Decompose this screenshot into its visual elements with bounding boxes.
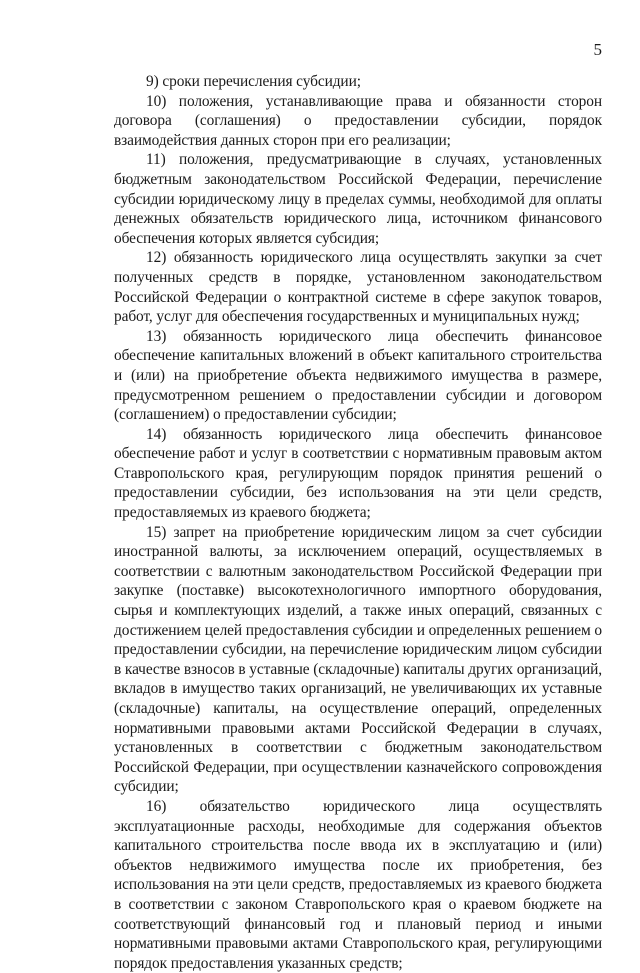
page-number: 5 [593, 40, 602, 59]
paragraph-item-13: 13) обязанность юридического лица обеспечить финансовое обеспечение капитальных вложений в объект капитального строительства и (или) на приобретение объекта недвижимого имущества в размере, предусмотренном решением о предоставлении субсидии и договором (соглашением) о предоставлении субсидии; [114, 327, 602, 424]
paragraph-item-14: 14) обязанность юридического лица обеспечить финансовое обеспечение работ и услуг в соответствии с нормативным правовым актом Ставропольского края, регулирующим порядок принятия решений о предоставлении субсидии, без использования на эти цели средств, предоставляемых из краевого бюджета; [114, 425, 602, 522]
paragraph-item-15: 15) запрет на приобретение юридическим лицом за счет субсидии иностранной валюты, за исключением операций, осуществляемых в соответствии с валютным законодательством Российской Федерации при закупке (поставке) высокотехнологичного импортного оборудования, сырья и комплектующих изделий, а также иных операций, связанных с достижением целей предоставления субсидии и определенных решением о предоставлении субсидии, на перечисление юридическим лицом субсидии в качестве взносов в уставные (складочные) капиталы других организаций, вкладов в имущество таких организаций, не увеличивающих их уставные (складочные) капиталы, на осуществление операций, определенных нормативными правовыми актами Российской Федерации в случаях, установленных в соответствии с бюджетным законодательством Российской Федерации, при осуществлении казначейского сопровождения субсидии; [114, 523, 602, 796]
paragraph-item-12: 12) обязанность юридического лица осуществлять закупки за счет полученных средств в порядке, установленном законодательством Российской Федерации о контрактной системе в сфере закупок товаров, работ, услуг для обеспечения государственных и муниципальных нужд; [114, 249, 602, 326]
paragraph-item-11: 11) положения, предусматривающие в случаях, установленных бюджетным законодательством Российской Федерации, перечисление субсидии юридическому лицу в пределах суммы, необходимой для оплаты денежных обязательств юридического лица, источником финансового обеспечения которых является субсидия; [114, 151, 602, 247]
document-body [114, 72, 602, 973]
paragraph-item-9: 9) сроки перечисления субсидии; [146, 73, 361, 90]
paragraph-item-10: 10) положения, устанавливающие права и обязанности сторон договора (соглашения) о предоставлении субсидии, порядок взаимодействия данных сторон при его реализации; [114, 92, 602, 149]
paragraph-item-16: 16) обязательство юридического лица осуществлять эксплуатационные расходы, необходимые для содержания объектов капитального строительства после ввода их в эксплуатацию и (или) объектов недвижимого имущества после их приобретения, без использования на эти цели средств, предоставляемых из краевого бюджета в соответствии с законом Ставропольского края о краевом бюджете на соответствующий финансовый год и плановый период и иными нормативными правовыми актами Ставропольского края, регулирующими порядок предоставления указанных средств; [114, 797, 602, 972]
